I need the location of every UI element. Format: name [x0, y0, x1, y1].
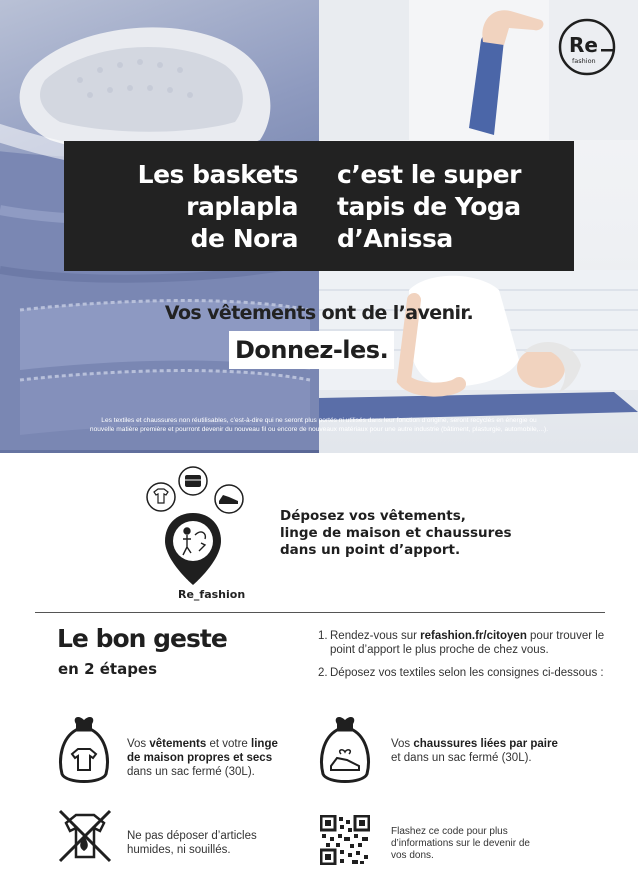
- consigne-bold: vêtements: [149, 738, 207, 750]
- step-pre: Rendez-vous sur: [330, 630, 421, 642]
- geste-title: Le bon geste: [57, 624, 227, 653]
- depose-line: dans un point d’apport.: [280, 542, 461, 558]
- step-link[interactable]: refashion.fr/citoyen: [420, 630, 527, 642]
- disclaimer-line: Les textiles et chaussures non réutilisables, c’est-à-dire qui ne seront plus portés ni utilisés dans leur fonction d’origine, seront recyclés en énergie ou: [101, 417, 537, 424]
- consigne-post: et dans un sac fermé (30L).: [391, 752, 532, 764]
- consigne-pre: Vos: [391, 738, 414, 750]
- consigne-interdit: Ne pas déposer d’articles humides, ni souillés.: [127, 830, 257, 856]
- disclaimer: [8, 416, 630, 434]
- consigne-mid: et votre: [206, 738, 252, 750]
- tshirt-icon: [147, 483, 175, 511]
- section-divider: [35, 612, 605, 613]
- no-wet-items-icon: [56, 809, 114, 865]
- qr-code-icon[interactable]: [320, 815, 370, 865]
- consigne-bold: linge de maison propres et secs: [127, 738, 278, 764]
- headline-right-line: d’Anissa: [337, 224, 453, 253]
- consigne-chaussures: [391, 737, 561, 765]
- step-post: pour trouver le point d’apport le plus proche de chez vous.: [330, 630, 605, 656]
- step-item: [318, 667, 608, 681]
- qr-caption: Flashez ce code pour plus d’informations sur le devenir de vos dons.: [391, 826, 530, 861]
- logo-word: fashion: [572, 57, 596, 65]
- headline-left-line: Les baskets: [137, 160, 298, 189]
- steps-list: [318, 630, 608, 691]
- drop-point-pin: [143, 465, 263, 605]
- depose-text: [280, 508, 580, 559]
- geste-subtitle: en 2 étapes: [58, 660, 158, 678]
- tagline: Vos vêtements ont de l’avenir.: [164, 302, 474, 324]
- step-text: Déposez vos textiles selon les consignes ci-dessous :: [330, 667, 604, 679]
- consigne-bold: chaussures liées par paire: [413, 738, 558, 750]
- consigne-vetements: [127, 737, 287, 779]
- pin-marker-icon: [165, 513, 221, 585]
- folded-linen-icon: [179, 467, 207, 495]
- refashion-logo: [557, 16, 619, 78]
- laundry-bag-icon: [58, 714, 110, 788]
- disclaimer-line: nouvelle matière première et pourront devenir du nouveau fil ou encore de nouveaux matériaux pour une autre industrie (bâtiment, plasturgie, automobile,...).: [89, 426, 549, 433]
- step-text: [330, 630, 608, 657]
- logo-mark: Re: [569, 33, 598, 57]
- headline-right: [337, 159, 521, 255]
- headline-band: [64, 141, 574, 271]
- headline-left-line: raplapla: [186, 192, 298, 221]
- shoe-icon: [215, 485, 243, 513]
- consigne-pre: Vos: [127, 738, 150, 750]
- headline-left-line: de Nora: [190, 224, 298, 253]
- consigne-post: dans un sac fermé (30L).: [127, 766, 255, 778]
- step-number: 2.: [318, 667, 328, 679]
- headline-left: [138, 159, 298, 255]
- shoe-bag-icon: [319, 714, 371, 788]
- depose-line: linge de maison et chaussures: [280, 525, 512, 541]
- headline-right-line: tapis de Yoga: [337, 192, 521, 221]
- step-number: 1.: [318, 630, 328, 642]
- step-item: [318, 630, 608, 657]
- headline-right-line: c’est le super: [337, 160, 521, 189]
- pin-brand-label: Re_fashion: [178, 588, 246, 601]
- depose-line: Déposez vos vêtements,: [280, 508, 466, 524]
- cta-donnez: Donnez-les.: [229, 331, 394, 369]
